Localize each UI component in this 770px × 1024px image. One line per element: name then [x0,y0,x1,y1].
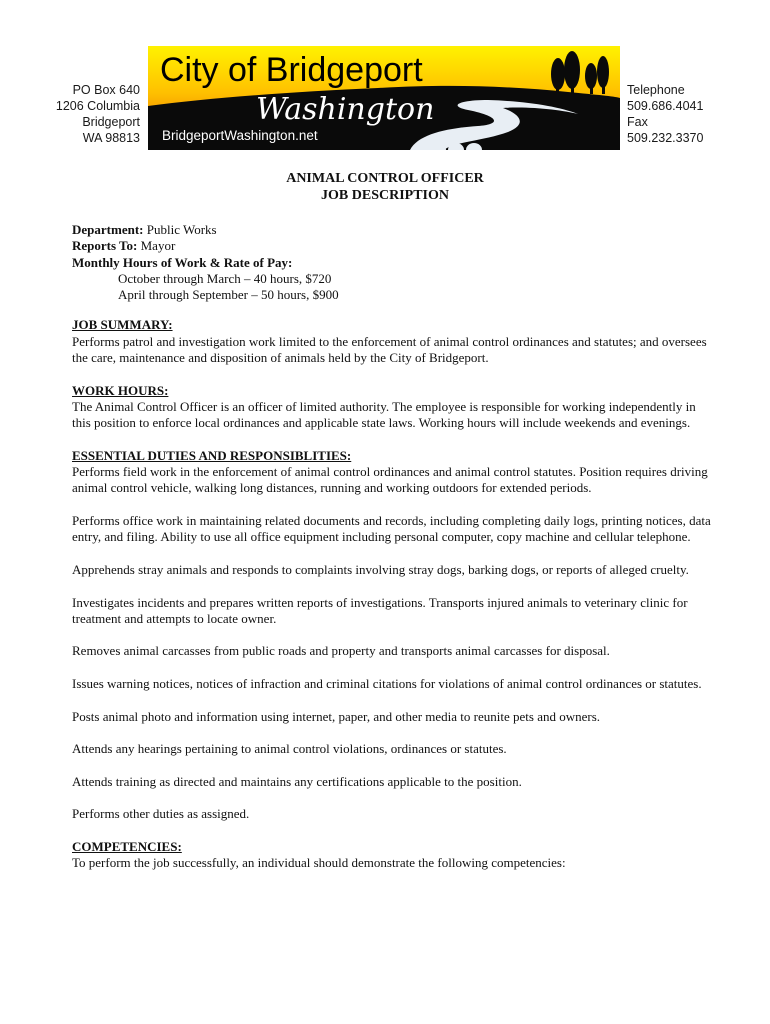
contact-line: Telephone [627,83,685,97]
address-line: WA 98813 [82,131,140,145]
department-line [72,222,712,238]
contact-line: Fax [627,115,648,129]
duty-item: Apprehends stray animals and responds to complaints involving stray dogs, barking dogs, or reports of alleged cruelty. [72,561,689,577]
address-line: 1206 Columbia [55,99,140,113]
tree-icon [585,63,597,89]
document-subtitle: JOB DESCRIPTION [321,188,449,203]
department-value: Public Works [146,222,217,237]
document-title [0,170,770,204]
address-line: Bridgeport [82,115,140,129]
address-line: PO Box 640 [72,83,140,97]
contact-line: 509.232.3370 [627,131,704,145]
city-logo [148,46,620,150]
job-summary-heading: JOB SUMMARY: [72,317,173,333]
job-title: ANIMAL CONTROL OFFICER [286,171,484,186]
department-label: Department: [72,222,144,237]
duty-item: Attends any hearings pertaining to animal control violations, ordinances or statutes. [72,741,507,757]
hours-pay-label: Monthly Hours of Work & Rate of Pay: [72,254,293,270]
logo-state-script: Washington [256,92,435,127]
duty-item: Issues warning notices, notices of infraction and criminal citations for violations of animal control ordinances or statutes. [72,676,702,692]
duty-item: Investigates incidents and prepares written reports of investigations. Transports injured animals to veterinary clinic for treatment and attempts to locate owner. [72,594,688,626]
document-body [72,222,712,872]
duty-item: Attends training as directed and maintains any certifications applicable to the position. [72,773,522,789]
job-summary-text: Performs patrol and investigation work limited to the enforcement of animal control ordinances and statutes; and oversees the care, maintenance and disposition of animals held by the City of Bridgeport. [72,333,707,366]
work-hours-text: The Animal Control Officer is an officer of limited authority. The employee is responsible for working independently in this position to enforce local ordinances and applicable state laws. Working hours will include weekends and evenings. [72,398,696,431]
duty-item: Performs office work in maintaining related documents and records, including completing daily logs, printing notices, data entry, and filing. Ability to use all office equipment including personal computer, copy machine and cellular telephone. [72,513,711,545]
logo-city-name: City of Bridgeport [160,51,423,89]
hours-pay-line: October through March – 40 hours, $720 [118,270,332,286]
duty-item: Posts animal photo and information using internet, paper, and other media to reunite pets and owners. [72,708,601,724]
reports-to-label: Reports To: [72,238,138,254]
hours-pay-line: April through September – 50 hours, $900 [118,287,339,303]
competencies-heading: COMPETENCIES: [72,838,182,854]
reports-to-line [72,238,712,254]
reports-to-value: Mayor [140,238,176,254]
duty-item: Performs other duties as assigned. [72,806,250,822]
duty-item: Performs field work in the enforcement of animal control ordinances and animal control statutes. Position requires driving animal control vehicle, walking long distances, running and working outdoors for extended periods. [72,464,708,496]
tree-icon [597,56,609,88]
contact-line: 509.686.4041 [627,99,704,113]
bridge-icon [430,143,482,150]
contact-info [627,82,767,146]
work-hours-heading: WORK HOURS: [72,382,169,398]
duties-heading: ESSENTIAL DUTIES AND RESPONSIBLITIES: [72,447,352,463]
tree-icon [551,58,565,90]
logo-website: BridgeportWashington.net [162,128,318,143]
competencies-text: To perform the job successfully, an individual should demonstrate the following competencies: [72,855,566,871]
tree-icon [564,51,580,89]
mailing-address [0,82,140,146]
duty-item: Removes animal carcasses from public roads and property and transports animal carcasses for disposal. [72,643,610,659]
